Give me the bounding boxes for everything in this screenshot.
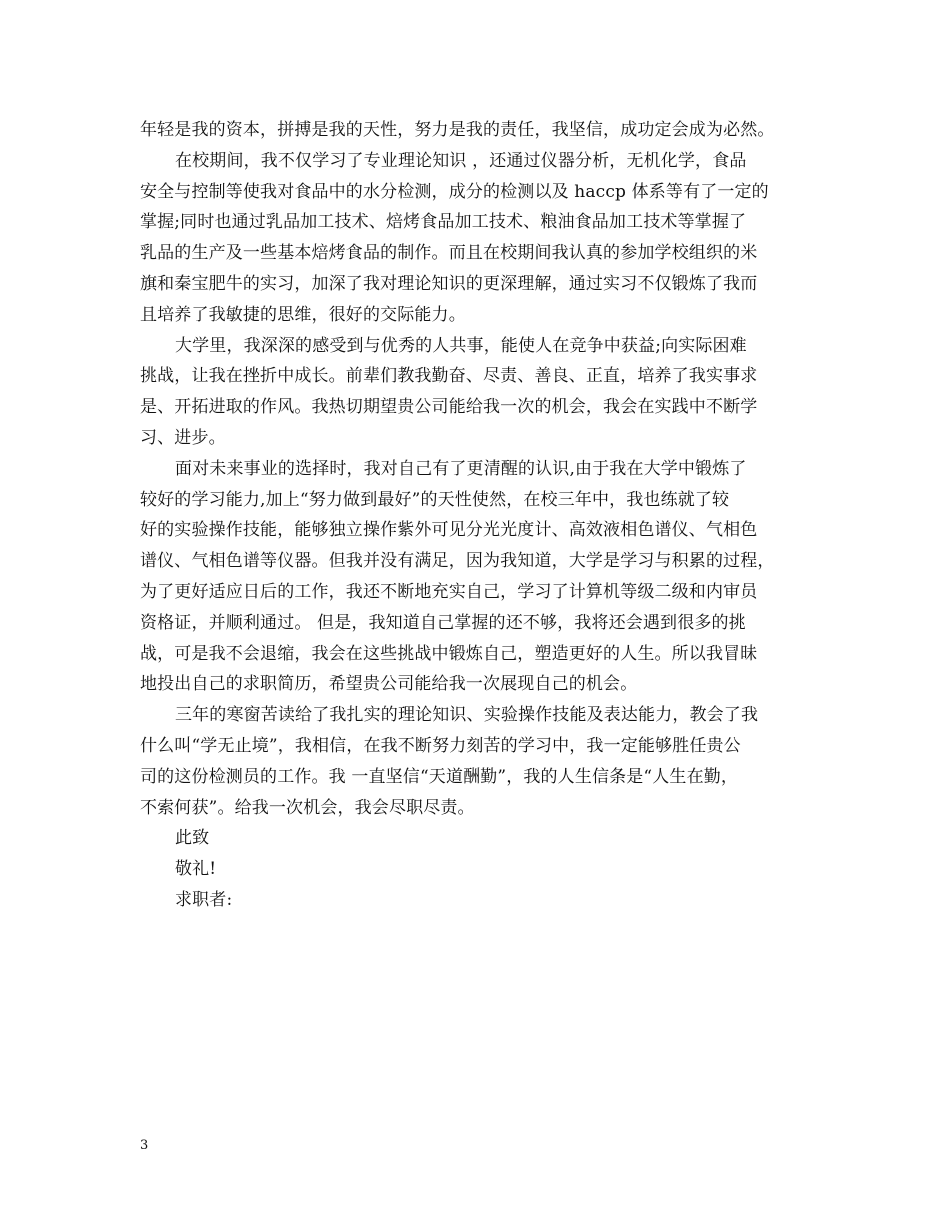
text-line: 挑战，让我在挫折中成长。前辈们教我勤奋、尽责、善良、正直，培养了我实事求 (140, 366, 758, 387)
text-line: 安全与控制等使我对食品中的水分检测，成分的检测以及 haccp 体系等有了一定的 (140, 181, 769, 202)
text-line: 乳品的生产及一些基本焙烤食品的制作。而且在校期间我认真的参加学校组织的米 (140, 243, 758, 264)
text-line: 战，可是我不会退缩，我会在这些挑战中锻炼自己，塑造更好的人生。所以我冒昧 (140, 643, 758, 664)
text-line: 资格证，并顺利通过。 但是，我知道自己掌握的还不够，我将还会遇到很多的挑 (140, 612, 746, 633)
applicant-signature-label: 求职者: (175, 889, 233, 910)
letter-body (140, 115, 830, 916)
text-line: 习、进步。 (140, 427, 226, 448)
text-line: 且培养了我敏捷的思维，很好的交际能力。 (140, 304, 466, 325)
paragraph-start-line: 面对未来事业的选择时，我对自己有了更清醒的认识,由于我在大学中锻炼了 (175, 458, 747, 479)
paragraph-start-line: 大学里，我深深的感受到与优秀的人共事，能使人在竞争中获益;向实际困难 (175, 335, 747, 356)
text-line: 较好的学习能力,加上“努力做到最好”的天性使然，在校三年中，我也练就了较 (140, 489, 730, 510)
closing-salutation: 此致 (175, 828, 210, 849)
text-line: 掌握;同时也通过乳品加工技术、焙烤食品加工技术、粮油食品加工技术等掌握了 (140, 212, 747, 233)
closing-regards: 敬礼! (175, 859, 217, 880)
page-number: 3 (140, 1138, 149, 1153)
text-line: 司的这份检测员的工作。我 一直坚信“天道酬勤”，我的人生信条是“人生在勤， (140, 766, 739, 787)
text-line: 地投出自己的求职简历，希望贵公司能给我一次展现自己的机会。 (140, 674, 638, 695)
text-line: 什么叫“学无止境”，我相信，在我不断努力刻苦的学习中，我一定能够胜任贵公 (140, 735, 741, 756)
paragraph-start-line: 在校期间，我不仅学习了专业理论知识 ，还通过仪器分析，无机化学，食品 (175, 150, 747, 171)
text-line: 好的实验操作技能，能够独立操作紫外可见分光光度计、高效液相色谱仪、气相色 (140, 520, 758, 541)
text-line: 年轻是我的资本，拼搏是我的天性，努力是我的责任，我坚信，成功定会成为必然。 (140, 120, 775, 140)
text-line: 旗和秦宝肥牛的实习，加深了我对理论知识的更深理解，通过实习不仅锻炼了我而 (140, 273, 758, 294)
text-line: 谱仪、气相色谱等仪器。但我并没有满足，因为我知道，大学是学习与积累的过程， (140, 551, 775, 572)
paragraph-start-line: 三年的寒窗苦读给了我扎实的理论知识、实验操作技能及表达能力，教会了我 (175, 705, 759, 726)
text-line: 为了更好适应日后的工作，我还不断地充实自己，学习了计算机等级二级和内审员 (140, 581, 758, 602)
text-line: 是、开拓进取的作风。我热切期望贵公司能给我一次的机会，我会在实践中不断学 (140, 397, 758, 418)
text-line: 不索何获”。给我一次机会，我会尽职尽责。 (140, 797, 475, 818)
